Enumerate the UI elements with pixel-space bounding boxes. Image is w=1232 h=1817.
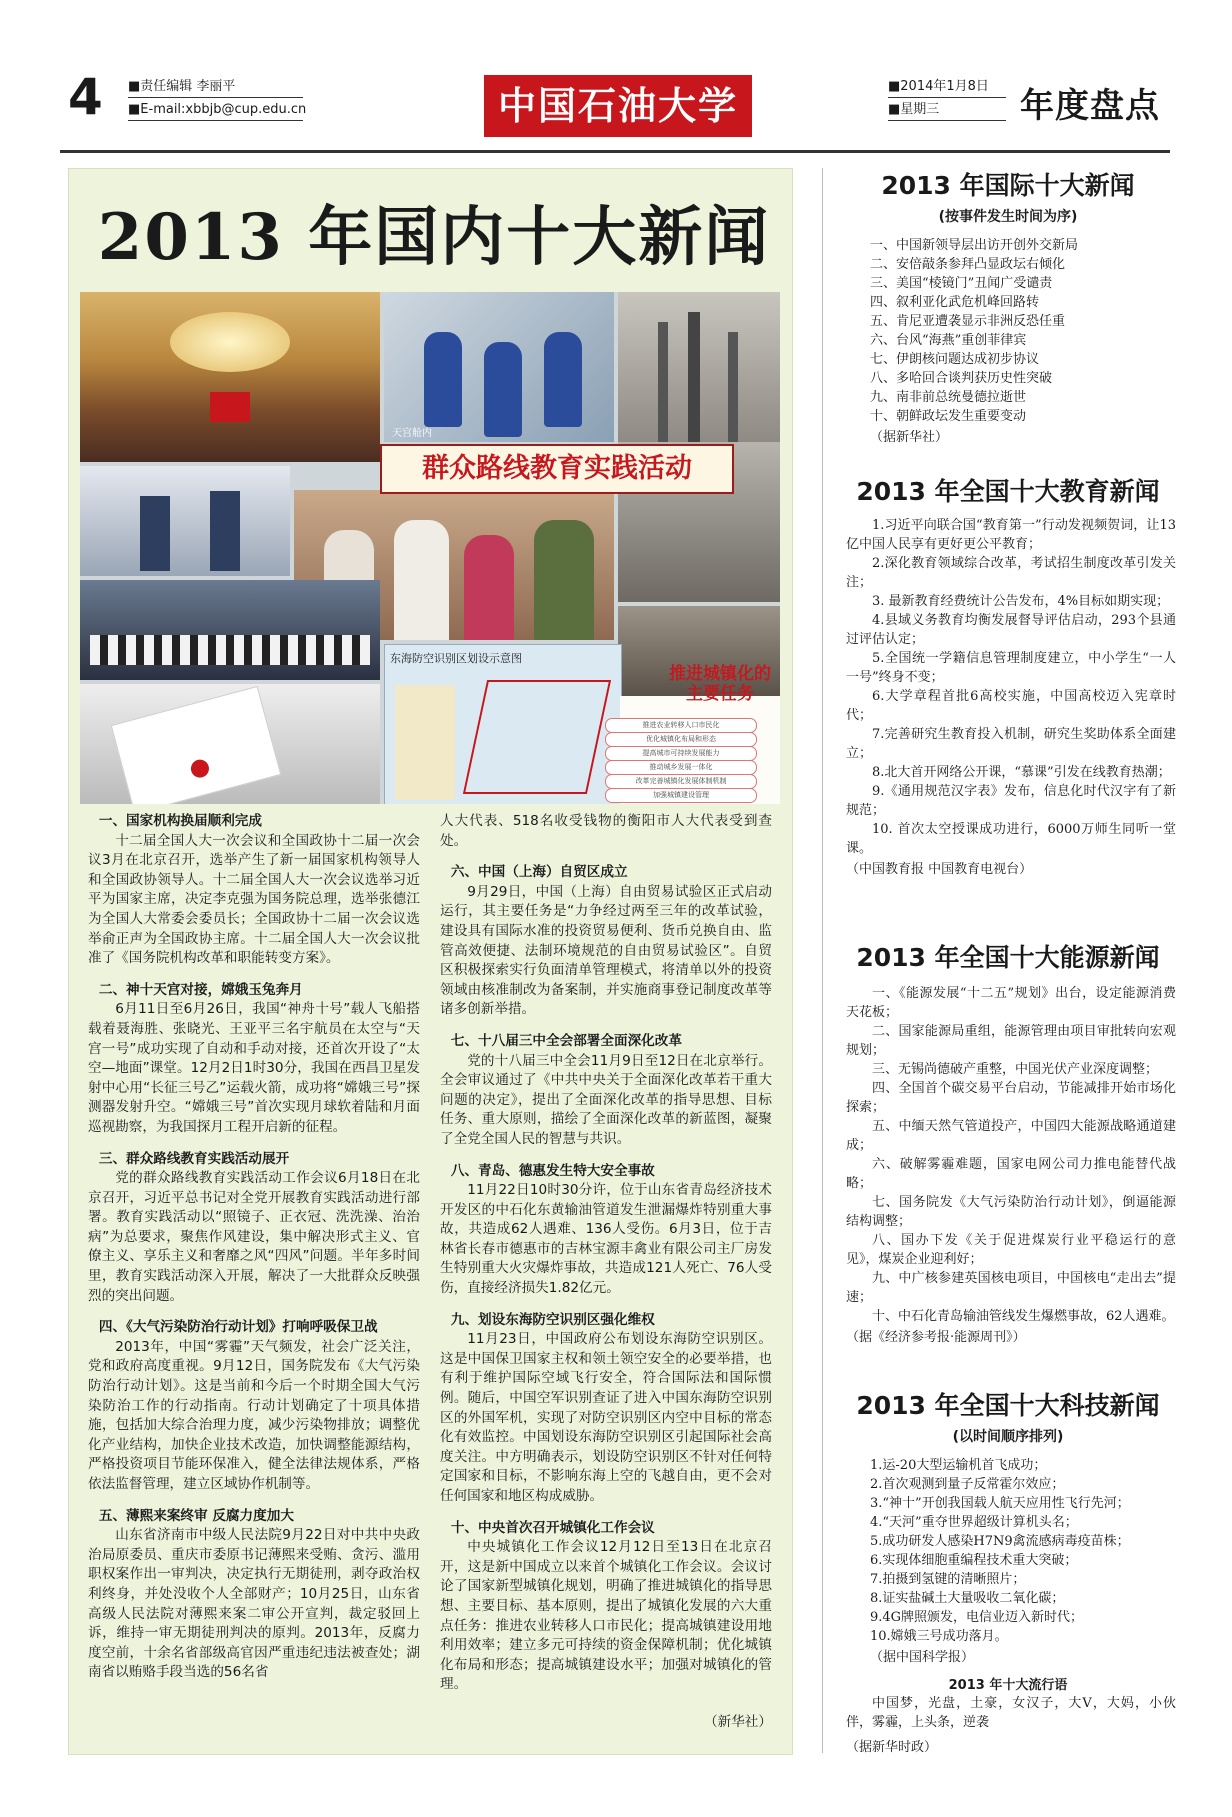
news-item-heading: 六、中国（上海）自贸区成立 [450, 864, 628, 881]
intl-news-list [870, 236, 1170, 447]
list-item: 2.深化教育领域综合改革，考试招生制度改革引发关注； [846, 556, 1176, 590]
list-item: 6.大学章程首批6高校实施，中国高校迈入宪章时代； [846, 689, 1176, 723]
news-item-heading: 七、十八届三中全会部署全面深化改革 [450, 1032, 682, 1049]
list-item: 4.县域义务教育均衡发展督导评估启动，293个县通过评估认定； [846, 613, 1176, 647]
header-divider [128, 120, 303, 121]
news-item-body: 中央城镇化工作会议12月12日至13日在北京召开，这是新中国成立以来首个城镇化工作会议。会议讨论了国家新型城镇化规划，明确了推进城镇化的指导思想、主要目标、基本原则，提出了城镇化发展的六大重点任务：推进农业转移人口市民化；提高城镇建设用地利用效率；建立多元可持续的资金保障机制；优化城镇化布局和形态；提高城镇建设水平；加强对城镇化的管理。 [440, 1539, 772, 1693]
adiz-map [384, 644, 622, 804]
urbanization-item: 推动城乡发展一体化 [605, 760, 757, 775]
news-item-heading: 四、《大气污染防治行动计划》打响呼吸保卫战 [98, 1319, 378, 1336]
list-item: 4.“天河”重夺世界超级计算机头名； [870, 1515, 1078, 1530]
list-item: 7.完善研究生教育投入机制，研究生奖助体系全面建立； [846, 727, 1176, 761]
urbanization-item: 提高城市可持续发展能力 [605, 746, 757, 761]
list-item: 2.首次观测到量子反常霍尔效应； [870, 1477, 1065, 1492]
photo-smog-chimneys [618, 292, 780, 442]
news-item-heading: 十、中央首次召开城镇化工作会议 [450, 1519, 655, 1536]
news-item-heading: 五、薄熙来案终审 反腐力度加大 [98, 1507, 294, 1524]
edu-source: （中国教育报 中国教育电视台） [846, 862, 1033, 877]
tech-news-title: 2013 年全国十大科技新闻 [856, 1391, 1160, 1420]
list-item: 3.“神十”开创我国载人航天应用性飞行先河； [870, 1496, 1130, 1511]
map-title: 东海防空识别区划设示意图 [390, 652, 522, 665]
news-item-body: 6月11日至6月26日，我国“神舟十号”载人飞船搭载着聂海胜、张晓光、王亚平三名宇航员在太空与“天宫一号”成功实现了自动和手动对接，还首次开设了“太空—地面”课堂。12月2日1时30分，我国在西昌卫星发射中心用“长征三号乙”运载火箭，成功将“嫦娥三号”探测器发射升空。“嫦娥三号”首次实现月球软着陆和月面巡视勘察，为我国探月工程开启新的征程。 [88, 1001, 420, 1135]
list-item: 一、中国新领导层出访开创外交新局 [870, 238, 1079, 253]
urbanization-item: 优化城镇化布局和形态 [605, 732, 757, 747]
energy-source: （据《经济参考报·能源周刊》） [846, 1330, 1026, 1345]
list-item: 六、台风“海燕”重创菲律宾 [870, 333, 1027, 348]
news-item-heading: 一、国家机构换届顺利完成 [98, 813, 262, 829]
list-item: 八、多哈回合谈判获历史性突破 [870, 371, 1053, 386]
energy-news-title: 2013 年全国十大能源新闻 [856, 943, 1160, 972]
list-item: 三、无锡尚德破产重整，中国光伏产业深度调整； [872, 1062, 1159, 1077]
list-item: 七、国务院发《大气污染防治行动计划》，倒逼能源结构调整； [846, 1195, 1176, 1229]
news-item-body: 2013年，中国“雾霾”天气频发，社会广泛关注，党和政府高度重视。9月12日，国务院发布《大气污染防治行动计划》。这是当前和今后一个时期全国大气污染防治工作的行动指南。行动计划确定了十项具体措施，包括加大综合治理力度，减少污染物排放；调整优化产业结构，加快企业技术改造，加快调整能源结构，严格投资项目节能环保准入，健全法律法规体系，严格依法监督管理，建立区域协作机制等。 [88, 1338, 420, 1492]
tech-news-subtitle: (以时间顺序排列) [952, 1429, 1064, 1445]
list-item: 6.实现体细胞重编程技术重大突破； [870, 1553, 1078, 1568]
news-item-heading: 九、划设东海防空识别区强化维权 [450, 1311, 655, 1328]
photo-ceremony [80, 580, 380, 680]
main-headline: 2013 年国内十大新闻 [97, 200, 771, 275]
list-item: 十、中石化青岛输油管线发生爆燃事故，62人遇难。 [872, 1309, 1175, 1324]
news-item-body: 十二届全国人大一次会议和全国政协十二届一次会议3月在北京召开，选举产生了新一届国家机构领导人和全国政协领导人。十二届全国人大一次会议选举习近平为国家主席，决定李克强为国务院总理，选举张德江为全国人大常委会委员长；全国政协十二届一次会议选举俞正声为全国政协主席。十二届全国人大一次会议批准了《国务院机构改革和职能转变方案》。 [88, 832, 420, 967]
campaign-banner: 群众路线教育实践活动 [380, 444, 734, 494]
list-item: 5.全国统一学籍信息管理制度建立，中小学生“一人一号”终身不变； [846, 651, 1176, 685]
list-item: 9.4G牌照颁发，电信业迈入新时代； [870, 1610, 1084, 1625]
column-rule [822, 168, 823, 1753]
page-number: 4 [68, 68, 103, 126]
photo-astronauts [384, 292, 614, 442]
intl-source: （据新华社） [870, 430, 949, 445]
news-item-heading: 三、群众路线教育实践活动展开 [98, 1150, 290, 1167]
news-item-body: 11月22日10时30分许，位于山东省青岛经济技术开发区的中石化东黄输油管道发生泄漏爆炸特别重大事故，共造成62人遇难、136人受伤。6月3日，位于吉林省长春市德惠市的吉林宝源丰禽业有限公司主厂房发生特别重大火灾爆炸事故，共造成121人死亡、76人受伤，直接经济损失1.82亿元。 [440, 1182, 772, 1297]
buzzwords-title: 2013 年十大流行语 [948, 1678, 1068, 1693]
buzzwords-source: （据新华时政） [846, 1740, 938, 1755]
urbanization-item: 改革完善城镇化发展体制机制 [605, 774, 757, 789]
list-item: 10.嫦娥三号成功落月。 [870, 1629, 1008, 1644]
photo-great-hall [80, 292, 380, 462]
list-item: 一、《能源发展“十二五”规划》出台，设定能源消费天花板； [846, 986, 1176, 1020]
list-item: 十、朝鲜政坛发生重要变动 [870, 409, 1027, 424]
list-item: 3. 最新教育经费统计公告发布，4%目标如期实现； [872, 594, 1170, 609]
news-item-heading: 八、青岛、德惠发生特大安全事故 [450, 1162, 655, 1179]
list-item: 二、安倍敲条参拜凸显政坛右倾化 [870, 257, 1066, 272]
energy-news-list [846, 984, 1176, 1347]
list-item: 1.运-20大型运输机首飞成功； [870, 1458, 1047, 1473]
list-item: 五、肯尼亚遭袭显示非洲反恐任重 [870, 314, 1066, 329]
list-item: 四、全国首个碳交易平台启动，节能减排开始市场化探索； [846, 1081, 1176, 1115]
list-item: 九、中广核参建英国核电项目，中国核电“走出去”提速； [846, 1271, 1176, 1305]
urbanization-title-line2: 主要任务 [686, 684, 754, 704]
list-item: 八、国办下发《关于促进煤炭行业平稳运行的意见》，煤炭企业迎利好； [846, 1233, 1176, 1267]
list-item: 8.证实盐碱土大量吸收二氧化碳； [870, 1591, 1065, 1606]
masthead-logo: 中国石油大学 [484, 75, 752, 137]
photo-caption: 天宫舱内 [392, 428, 432, 439]
buzzwords-text: 中国梦，光盘，土豪，女汉子，大V，大妈，小伙伴，雾霾，上头条，逆袭 [846, 1696, 1176, 1730]
news-item-body: 9月29日，中国（上海）自由贸易试验区正式启动运行，其主要任务是“力争经过两至三年的改革试验，建设具有国际水准的投资贸易便利、货币兑换自由、监管高效便捷、法制环境规范的自由贸易试验区”。自贸区积极探索实行负面清单管理模式，将清单以外的投资领域由核准制改为备案制，并实施商事登记制度改革等诸多创新举措。 [440, 883, 772, 1018]
email-line: ■E-mail:xbbjb@cup.edu.cn [128, 102, 307, 117]
list-item: 九、南非前总统曼德拉逝世 [870, 390, 1027, 405]
editor-line: ■责任编辑 李丽平 [128, 79, 236, 94]
date-line: ■2014年1月8日 [888, 79, 989, 94]
header-divider [888, 120, 1006, 121]
header-rule [60, 150, 1170, 153]
list-item: 5.成功研发人感染H7N9禽流感病毒疫苗株； [870, 1534, 1130, 1549]
list-item: 五、中缅天然气管道投产，中国四大能源战略通道建成； [846, 1119, 1176, 1153]
header-divider [888, 97, 1006, 98]
col2-lead-text: 人大代表、518名收受钱物的衡阳市人大代表受到查处。 [440, 813, 772, 849]
list-item: 10. 首次太空授课成功进行，6000万师生同听一堂课。 [846, 822, 1176, 856]
news-column-1 [88, 812, 420, 1683]
list-item: 1.习近平向联合国“教育第一”行动发视频贺词，让13亿中国人民享有更好更公平教育； [846, 518, 1176, 552]
list-item: 7.拍摄到氢键的清晰照片； [870, 1572, 1026, 1587]
list-item: 9.《通用规范汉字表》发布，信息化时代汉字有了新规范； [846, 784, 1176, 818]
tech-source: （据中国科学报） [870, 1650, 975, 1665]
tech-news-list [870, 1456, 1174, 1667]
edu-news-title: 2013 年全国十大教育新闻 [856, 477, 1160, 506]
urbanization-item: 推进农业转移人口市民化 [605, 718, 757, 733]
photo-report-book [80, 684, 380, 804]
news-item-body: 党的十八届三中全会11月9日至12日在北京举行。全会审议通过了《中共中央关于全面深化改革若干重大问题的决定》，提出了全面深化改革的指导思想、目标任务、重大原则，描绘了全面深化改革的新蓝图，凝聚了全党全国人民的智慧与共识。 [440, 1052, 772, 1147]
intl-news-subtitle: (按事件发生时间为序) [938, 209, 1078, 225]
list-item: 七、伊朗核问题达成初步协议 [870, 352, 1040, 367]
list-item: 六、破解雾霾难题，国家电网公司力推电能替代战略； [846, 1157, 1176, 1191]
list-item: 四、叙利亚化武危机峰回路转 [870, 295, 1040, 310]
photo-police [80, 466, 290, 576]
news-item-body: 山东省济南市中级人民法院9月22日对中共中央政治局原委员、重庆市委原书记薄熙来受贿、贪污、滥用职权案作出一审判决，决定执行无期徒刑，剥夺政治权利终身，并处没收个人全部财产；10月25日，山东省高级人民法院对薄熙来案二审公开宣判，裁定驳回上诉，维持一审无期徒刑判决的原判。2013年，反腐力度空前，十余名省部级高官因严重违纪违法被查处；湖南省以贿赂手段当选的56名省 [88, 1527, 420, 1681]
urbanization-title [660, 664, 780, 704]
list-item: 8.北大首开网络公开课，“慕课”引发在线教育热潮； [872, 765, 1171, 780]
list-item: 三、美国“棱镜门”丑闻广受谴责 [870, 276, 1053, 291]
news-item-body: 党的群众路线教育实践活动工作会议6月18日在北京召开，习近平总书记对全党开展教育实践活动进行部署。教育实践活动以“照镜子、正衣冠、洗洗澡、治治病”为总要求，聚焦作风建设，集中解决形式主义、官僚主义、享乐主义和奢靡之风“四风”问题。半年多时间里，教育实践活动深入开展，解决了一大批群众反映强烈的突出问题。 [88, 1170, 420, 1304]
urbanization-item: 加强城镇建设管理 [605, 788, 757, 803]
section-title: 年度盘点 [1020, 86, 1160, 126]
buzzwords-block [846, 1694, 1176, 1757]
news-item-body: 11月23日，中国政府公布划设东海防空识别区。这是中国保卫国家主权和领土领空安全的必要举措，也有利于维护国际空域飞行安全，符合国际法和国际惯例。随后，中国空军识别查证了进入中国东海防空识别区的外国军机，实现了对防空识别区内空中目标的常态化有效监控。中国划设东海防空识别区引起国际社会高度关注。中方明确表示，划设防空识别区不针对任何特定国家和目标，不影响东海上空的飞越自由，更不会对任何国家和地区构成威胁。 [440, 1331, 772, 1504]
edu-news-list [846, 516, 1176, 879]
urbanization-title-line1: 推进城镇化的 [669, 664, 771, 684]
header-divider [128, 97, 303, 98]
list-item: 二、国家能源局重组，能源管理由项目审批转向宏观规划； [846, 1024, 1176, 1058]
intl-news-title: 2013 年国际十大新闻 [881, 171, 1135, 200]
news-item-heading: 二、神十天宫对接，嫦娥玉兔奔月 [98, 981, 303, 998]
news-source: （新华社） [704, 1713, 772, 1730]
news-column-2 [440, 812, 772, 1733]
weekday-line: ■星期三 [888, 102, 940, 117]
